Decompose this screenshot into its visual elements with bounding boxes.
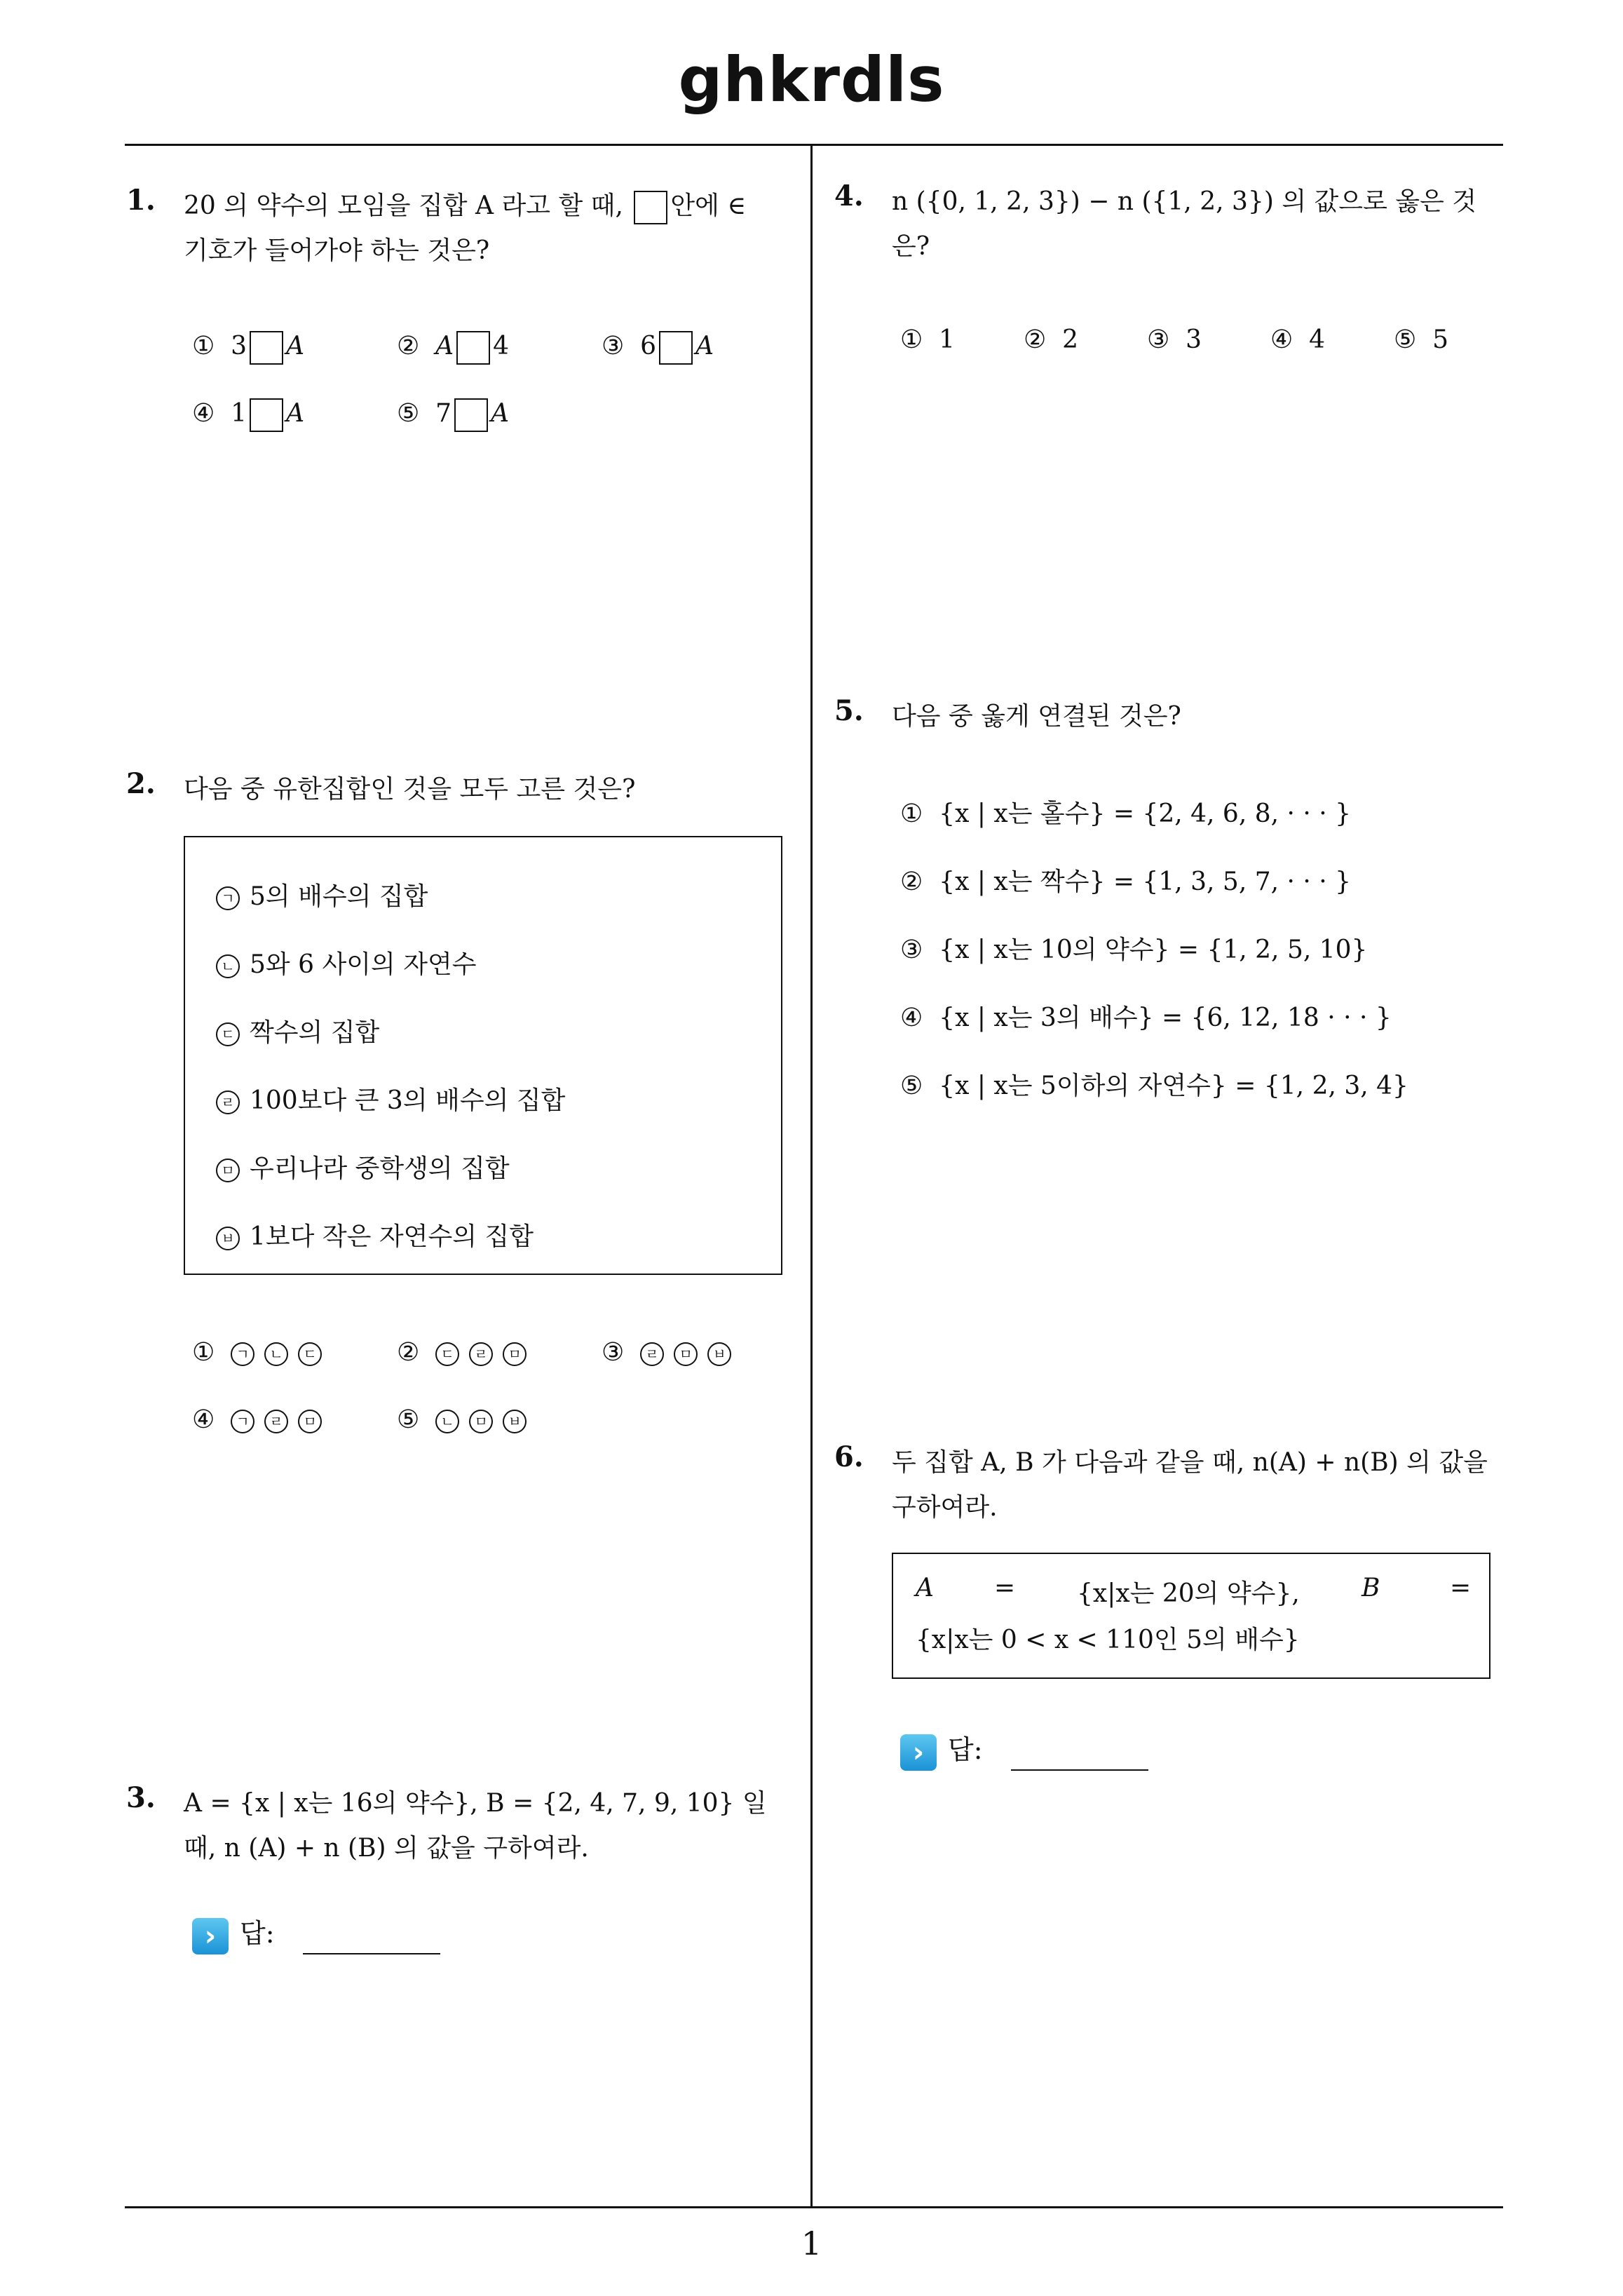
sets-box-line1: [916, 1574, 1472, 1608]
choice-left: 3: [231, 332, 247, 360]
choice-1[interactable]: [192, 1338, 332, 1367]
choice-4[interactable]: [1270, 325, 1325, 354]
choice-5[interactable]: [397, 398, 509, 432]
circled-marker: ㅁ: [674, 1342, 698, 1366]
question-text-line1: A = {x | x는 16의 약수}, B = {2, 4, 7, 9, 10} 일: [184, 1789, 767, 1818]
choice-marker: ④: [900, 1004, 923, 1032]
answer-area: [900, 1728, 1148, 1771]
choice-left: 1: [231, 399, 247, 428]
circled-marker: ㄱ: [231, 1342, 254, 1366]
sets-box-line2: {x|x는 0 < x < 110인 5의 배수}: [916, 1626, 1300, 1654]
question-text-line: [184, 184, 801, 229]
box-item: [216, 1217, 534, 1252]
circled-marker: ㅂ: [503, 1410, 527, 1433]
conditions-box: [184, 836, 782, 1275]
blank-box: [634, 191, 667, 224]
box-item: [216, 1081, 565, 1116]
circled-marker: ㅁ: [298, 1410, 322, 1433]
circled-marker: ㄷ: [435, 1342, 459, 1366]
box-item: [216, 945, 477, 980]
question-text-line2: 구하여라.: [892, 1493, 998, 1522]
column-divider: [810, 144, 813, 2206]
choice-marker: ③: [602, 332, 625, 360]
set-name: B: [1361, 1574, 1380, 1602]
choice-5[interactable]: [900, 1066, 1408, 1102]
choice-4[interactable]: [900, 998, 1392, 1034]
choice-left: 6: [640, 332, 657, 360]
box-item-text: 우리나라 중학생의 집합: [250, 1154, 510, 1183]
question-2: [126, 767, 799, 1461]
page-number: 1: [801, 2224, 822, 2262]
choice-left: 7: [435, 399, 452, 428]
box-item-text: 1보다 작은 자연수의 집합: [250, 1222, 534, 1251]
footer-rule: [125, 2206, 1503, 2208]
question-number: 5.: [834, 694, 864, 727]
choice-marker: ②: [1024, 325, 1047, 354]
choice-marker: ⑤: [397, 1405, 420, 1434]
choice-marker: ③: [602, 1338, 625, 1367]
choice-text: 1: [939, 325, 956, 354]
choice-marker: ②: [397, 1338, 420, 1367]
choice-1[interactable]: [900, 325, 955, 354]
choice-text: 5: [1432, 325, 1449, 354]
choice-marker: ④: [192, 1405, 215, 1434]
choice-text: 4: [1309, 325, 1326, 354]
question-6: [834, 1440, 1507, 1819]
choice-marker: ①: [192, 1338, 215, 1367]
question-4: [834, 180, 1507, 376]
circled-marker: ㄱ: [231, 1410, 254, 1433]
circled-marker: ㄹ: [640, 1342, 664, 1366]
circled-marker: ㅁ: [469, 1410, 493, 1433]
choice-3[interactable]: [1147, 325, 1202, 354]
choice-marker: ②: [397, 332, 420, 360]
choice-text: 2: [1062, 325, 1079, 354]
choice-marker: ③: [1147, 325, 1170, 354]
question-number: 3.: [126, 1781, 156, 1814]
question-text: [184, 1781, 767, 1871]
blank-box: [659, 331, 693, 365]
choice-marker: ③: [900, 936, 923, 964]
circled-marker: ㄴ: [435, 1410, 459, 1433]
circled-marker: ㅂ: [707, 1342, 731, 1366]
choice-2[interactable]: [1024, 325, 1078, 354]
circled-marker: ㄴ: [216, 954, 240, 978]
circled-marker: ㅁ: [503, 1342, 527, 1366]
choice-right: A: [286, 399, 305, 428]
question-text: [892, 1440, 1488, 1530]
sets-box: [892, 1553, 1490, 1679]
choice-marker: ①: [192, 332, 215, 360]
circled-marker: ㄹ: [469, 1342, 493, 1366]
question-3: [126, 1781, 799, 1978]
equals-sign: =: [994, 1574, 1016, 1602]
choice-3[interactable]: [602, 1338, 741, 1367]
choice-right: A: [695, 332, 714, 360]
box-item: [216, 1149, 510, 1184]
choice-marker: ①: [900, 799, 923, 828]
question-number: 6.: [834, 1440, 864, 1473]
choice-text: {x | x는 짝수} = {1, 3, 5, 7, · · · }: [939, 867, 1352, 896]
question-number: 2.: [126, 767, 156, 800]
question-text-line1: n ({0, 1, 2, 3}) − n ({1, 2, 3}) 의 값으로 옳은 것: [892, 187, 1477, 216]
question-number: 4.: [834, 180, 864, 212]
question-5: [834, 694, 1507, 1129]
question-text-line2: 기호가 들어가야 하는 것은?: [184, 236, 490, 265]
question-text: [184, 184, 801, 274]
answer-blank[interactable]: [303, 1925, 440, 1954]
box-item-text: 100보다 큰 3의 배수의 집합: [250, 1086, 566, 1115]
circled-marker: ㅁ: [216, 1159, 240, 1182]
page-title: ghkrdls: [678, 43, 945, 116]
choice-marker: ⑤: [1394, 325, 1417, 354]
choice-marker: ⑤: [900, 1072, 923, 1100]
circled-marker: ㄷ: [216, 1022, 240, 1046]
choice-2[interactable]: [900, 862, 1351, 898]
answer-label: 답:: [948, 1734, 983, 1765]
circled-marker: ㄹ: [264, 1410, 288, 1433]
box-item: [216, 877, 428, 912]
choice-2[interactable]: [397, 331, 509, 365]
choice-5[interactable]: [397, 1405, 536, 1434]
choice-marker: ②: [900, 867, 923, 896]
choice-text: {x | x는 5이하의 자연수} = {1, 2, 3, 4}: [939, 1072, 1408, 1100]
choice-marker: ⑤: [397, 399, 420, 428]
choice-1[interactable]: [192, 331, 304, 365]
answer-area: [192, 1912, 440, 1954]
box-item-text: 5와 6 사이의 자연수: [250, 950, 477, 979]
circled-marker: ㄱ: [216, 886, 240, 910]
choice-5[interactable]: [1394, 325, 1448, 354]
question-number: 1.: [126, 184, 156, 217]
question-text-line1-tail: 안에 ∈: [670, 191, 746, 220]
blank-box: [456, 331, 490, 365]
arrow-right-icon: ›: [900, 1734, 937, 1771]
choice-marker: ①: [900, 325, 923, 354]
set-definition: {x|x는 20의 약수},: [1077, 1579, 1300, 1608]
question-text-line2: 때, n (A) + n (B) 의 값을 구하여라.: [184, 1834, 589, 1863]
circled-marker: ㄷ: [298, 1342, 322, 1366]
choice-text: {x | x는 3의 배수} = {6, 12, 18 · · · }: [939, 1004, 1392, 1032]
choice-marker: ④: [192, 399, 215, 428]
question-1: [126, 184, 799, 450]
answer-label: 답:: [240, 1918, 275, 1949]
box-item-text: 짝수의 집합: [250, 1018, 380, 1047]
set-name: A: [916, 1574, 934, 1602]
question-text: [892, 180, 1476, 269]
blank-box: [250, 331, 283, 365]
blank-box: [250, 398, 283, 432]
choice-text: 3: [1186, 325, 1202, 354]
box-item: [216, 1013, 379, 1048]
box-item-text: 5의 배수의 집합: [250, 882, 428, 911]
arrow-right-icon: ›: [192, 1918, 229, 1954]
question-text: 다음 중 유한집합인 것을 모두 고른 것은?: [184, 775, 636, 804]
choice-1[interactable]: [900, 794, 1351, 830]
header-rule: [125, 144, 1503, 146]
circled-marker: ㄹ: [216, 1090, 240, 1114]
choice-2[interactable]: [397, 1338, 536, 1367]
question-text: 다음 중 옳게 연결된 것은?: [892, 702, 1181, 731]
answer-blank[interactable]: [1011, 1741, 1148, 1771]
circled-marker: ㅂ: [216, 1227, 240, 1250]
choice-3[interactable]: [900, 930, 1367, 966]
equals-sign: =: [1450, 1574, 1472, 1602]
choice-3[interactable]: [602, 331, 714, 365]
blank-box: [454, 398, 488, 432]
question-text-line2: 은?: [892, 232, 930, 261]
choice-right: A: [286, 332, 305, 360]
choice-4[interactable]: [192, 1405, 332, 1434]
choice-text: {x | x는 홀수} = {2, 4, 6, 8, · · · }: [939, 799, 1352, 828]
choice-left: A: [435, 332, 454, 360]
question-text-line1: 20 의 약수의 모임을 집합 A 라고 할 때,: [184, 191, 623, 220]
choice-text: {x | x는 10의 약수} = {1, 2, 5, 10}: [939, 936, 1368, 964]
choice-marker: ④: [1270, 325, 1293, 354]
circled-marker: ㄴ: [264, 1342, 288, 1366]
choice-right: A: [491, 399, 510, 428]
choice-right: 4: [493, 332, 510, 360]
choice-4[interactable]: [192, 398, 304, 432]
question-text-line1: 두 집합 A, B 가 다음과 같을 때, n(A) + n(B) 의 값을: [892, 1448, 1488, 1477]
